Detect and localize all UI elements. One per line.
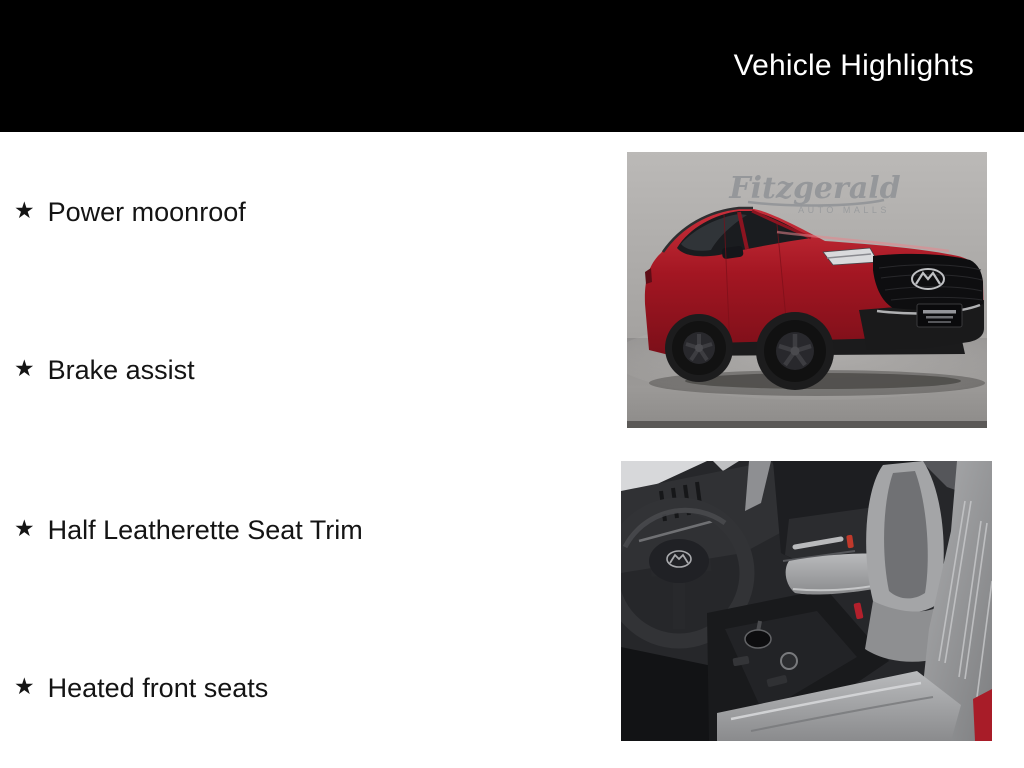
highlight-item — [14, 351, 195, 389]
star-bullet-icon: ★ — [14, 355, 35, 382]
highlight-label: Brake assist — [47, 354, 195, 385]
dealer-watermark-brand: Fitzgerald — [729, 171, 901, 206]
exterior-photo — [627, 152, 987, 428]
highlight-label: Power moonroof — [47, 196, 246, 227]
highlight-label: Half Leatherette Seat Trim — [47, 514, 363, 545]
page-title: Vehicle Highlights — [733, 49, 974, 82]
exterior-car-illustration — [627, 152, 987, 428]
interior-photo — [621, 461, 992, 741]
front-grille — [873, 254, 983, 310]
highlight-item — [14, 511, 363, 549]
highlight-item — [14, 193, 246, 231]
rear-wheel — [672, 321, 726, 375]
star-bullet-icon: ★ — [14, 673, 35, 700]
highlight-item — [14, 669, 268, 707]
license-plate — [917, 304, 962, 327]
dealer-watermark-tagline: AUTO MALLS — [798, 205, 890, 215]
console-dial — [781, 653, 797, 669]
highlight-label: Heated front seats — [47, 672, 269, 703]
star-bullet-icon: ★ — [14, 515, 35, 542]
interior-cabin-illustration — [621, 461, 992, 741]
star-bullet-icon: ★ — [14, 197, 35, 224]
front-wheel — [764, 320, 826, 382]
